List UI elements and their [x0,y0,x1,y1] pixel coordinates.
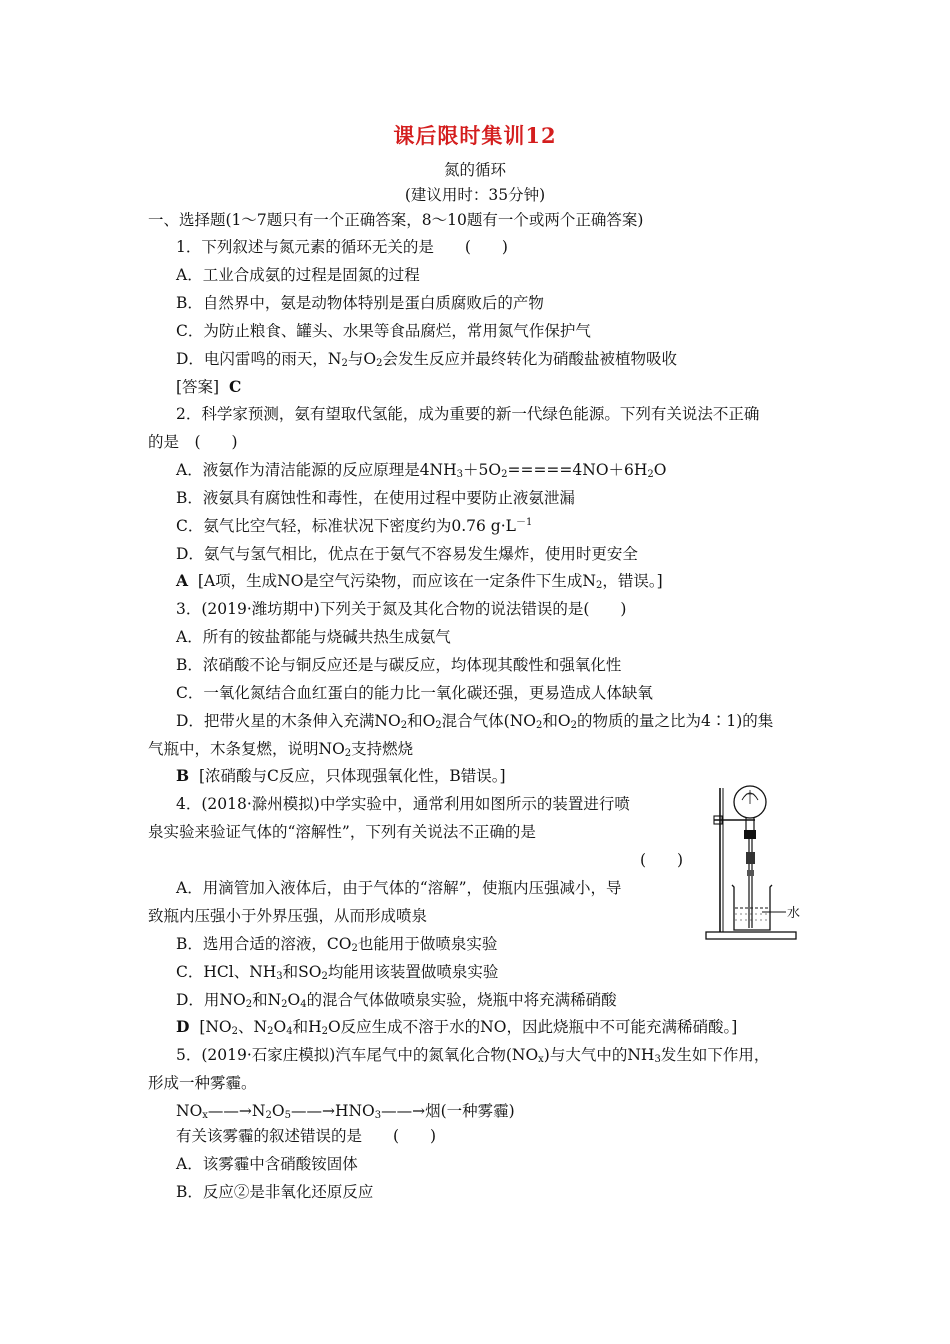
section-heading: 一、选择题(1～7题只有一个正确答案，8～10题有一个或两个正确答案) [148,211,644,229]
fountain-apparatus-figure [700,780,800,945]
q2-stem-line2: 的是 ( ) [148,433,238,451]
q4-option-a-line1: A．用滴管加入液体后，由于气体的“溶解”，使瓶内压强减小，导 [176,879,622,897]
q4-option-c: C．HCl、$NH_3$和$SO_2$均能用该装置做喷泉实验 [176,963,499,982]
q2-option-c: C．氨气比空气轻，标准状况下密度约为0.76 $g\cdot L^{-1}$ [176,517,533,535]
q1-option-c: C．为防止粮食、罐头、水果等食品腐烂，常用氮气作保护气 [176,322,591,340]
q5-stem-line3: 有关该雾霾的叙述错误的是 ( ) [176,1127,437,1145]
q1-option-d: D．电闪雷鸣的雨天，$N_2$与$O_2$会发生反应并最终转化为硝酸盐被植物吸收 [176,350,677,369]
q3-option-d-line2: 气瓶中，木条复燃，说明$NO_2$支持燃烧 [148,740,414,759]
q3-option-c: C．一氧化氮结合血红蛋白的能力比一氧化碳还强，更易造成人体缺氧 [176,684,653,702]
q5-reaction-chain: $NO_x——\to N_2O_5——\to HNO_3——\to$烟(一种雾霾) [176,1102,515,1121]
q2-answer: A [A项，生成NO是空气污染物，而应该在一定条件下生成$N_2$，错误。] [176,571,663,591]
q1-answer: [答案] C [176,377,242,396]
q4-answer: D [$NO_2$、$N_2O_4$和$H_2O$反应生成不溶于水的NO，因此烧瓶中不可能充满稀硝酸。] [176,1017,738,1037]
q2-stem-line1: 2．科学家预测，氨有望取代氢能，成为重要的新一代绿色能源。下列有关说法不正确 [176,405,760,423]
q5-stem-line1: 5．(2019·石家庄模拟)汽车尾气中的氮氧化合物$(NO_x)$与大气中的$NH_3$发生如下作用， [176,1046,770,1065]
q2-option-b: B．液氨具有腐蚀性和毒性，在使用过程中要防止液氨泄漏 [176,489,575,507]
q3-option-a: A．所有的铵盐都能与烧碱共热生成氨气 [176,628,451,646]
q4-stem-line1: 4．(2018·滁州模拟)中学实验中，通常利用如图所示的装置进行喷 [176,795,630,813]
q3-option-b: B．浓硝酸不论与铜反应还是与碳反应，均体现其酸性和强氧化性 [176,656,622,674]
q4-option-d: D．用$NO_2$和$N_2O_4$的混合气体做喷泉实验，烧瓶中将充满稀硝酸 [176,991,617,1010]
q1-option-b: B．自然界中，氨是动物体特别是蛋白质腐败后的产物 [176,294,544,312]
q1-stem: 1．下列叙述与氮元素的循环无关的是 ( ) [176,238,508,256]
q5-option-a: A．该雾霾中含硝酸铵固体 [176,1155,358,1173]
q4-stem-line2: 泉实验来验证气体的“溶解性”，下列有关说法不正确的是 [148,823,536,841]
fountain-apparatus-drawing [700,780,800,945]
q4-option-a-line2: 致瓶内压强小于外界压强，从而形成喷泉 [148,907,428,925]
page-title: 课后限时集训12 [393,123,557,148]
q3-stem: 3．(2019·潍坊期中)下列关于氮及其化合物的说法错误的是( ) [176,600,627,618]
water-label: 水 [787,906,800,921]
q4-option-b: B．选用合适的溶液，$CO_2$也能用于做喷泉实验 [176,935,498,954]
q2-option-d: D．氨气与氢气相比，优点在于氨气不容易发生爆炸，使用时更安全 [176,545,638,563]
time-note: (建议用时：35分钟) [404,186,546,204]
q3-option-d-line1: D．把带火星的木条伸入充满$NO_2$和$O_2$混合气体($NO_2$和$O_2$的物质的量之比为4∶1)的集 [176,712,774,731]
q5-stem-line2: 形成一种雾霾。 [148,1074,257,1092]
q3-answer: B [浓硝酸与C反应，只体现强氧化性，B错误。] [176,766,506,785]
q1-option-a: A．工业合成氨的过程是固氮的过程 [176,266,420,284]
q4-answer-paren: ( ) [640,851,684,869]
q5-option-b: B．反应②是非氧化还原反应 [176,1183,374,1201]
page-subtitle: 氮的循环 [443,161,506,179]
q2-option-a: A．液氨作为清洁能源的反应原理是$4NH_3+5O_2=====4NO+6H_2O$ [176,461,667,480]
